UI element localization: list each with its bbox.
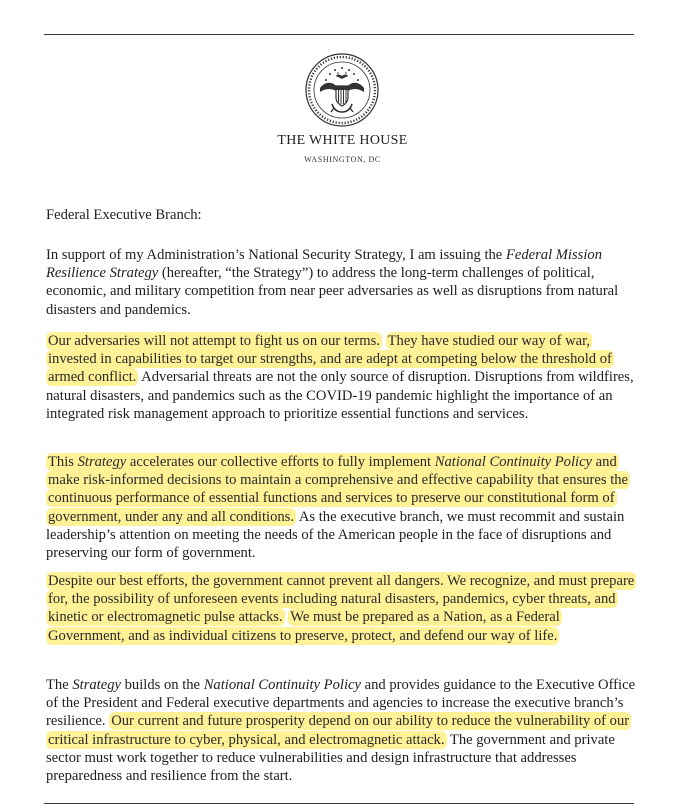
highlight-4b: We must be prepared as a Nation, as a Federal Government, and as individual citizens to preserve, protect, and defend our way of life. — [48, 609, 560, 644]
highlight-5: Our current and future prosperity depend on our ability to reduce the vulnerability of our critical infrastructure to cyber, physical, and electromagnetic attack. — [48, 713, 630, 748]
policy-emphasis-2: National Continuity Policy — [203, 677, 361, 693]
paragraph-2-text: Adversarial threats are not the only source of disruption. Disruptions from wildfires, natural disasters, and pandemics such as the COVID-19 pandemic highlight the importance of an integrated risk management approach to prioritize essential functions and services. — [46, 369, 634, 422]
bottom-rule — [44, 803, 634, 804]
paragraph-5-text-rest: The government and private sector must work together to reduce vulnerabilities and design infrastructure that addresses preparedness and resilience from the start. — [46, 731, 615, 785]
highlight-2b: They have studied our way of war, invested in capabilities to target our strengths, and are adept at competing below the threshold of armed conflict. — [48, 333, 612, 386]
paragraph-5-text-e: and provides guidance to the Executive Office of the President and Federal executive departments and agencies to increase the executive branch’s resilience. — [46, 677, 636, 730]
policy-emphasis: National Continuity Policy — [434, 454, 593, 470]
top-rule — [44, 34, 634, 35]
paragraph-3-text-c: accelerates our collective efforts to fully implement — [126, 454, 435, 470]
paragraph-4 — [46, 572, 638, 645]
paragraph-2 — [46, 332, 638, 423]
salutation: Federal Executive Branch: — [46, 207, 202, 223]
paragraph-1-text-a: In support of my Administration’s National Security Strategy, I am issuing the — [46, 247, 506, 263]
letterhead-location: WASHINGTON, DC — [304, 155, 381, 164]
paragraph-1-text-c: (hereafter, “the Strategy”) to address the long-term challenges of political, economic, and military competition from near peer adversaries as well as disruptions from natural disasters and pandemics. — [46, 265, 619, 318]
paragraph-5 — [46, 676, 638, 785]
strategy-title-emphasis: Federal Mission Resilience Strategy — [46, 247, 602, 282]
paragraph-1 — [46, 246, 638, 319]
paragraph-3-text-rest: As the executive branch, we must recommit and sustain leadership’s attention on meeting the needs of the American people in the face of disruptions and preserving our form of government. — [46, 508, 625, 562]
paragraph-3-text-a: This — [48, 454, 78, 470]
highlight-4a: Despite our best efforts, the government cannot prevent all dangers. We recognize, and must prepare for, the possibility of unforeseen events including natural disasters, pandemics, cyber threats, and kinetic or electromagnetic pulse attacks. — [48, 573, 635, 626]
letterhead-title: THE WHITE HOUSE — [277, 133, 408, 148]
paragraph-5-text-a: The — [46, 677, 73, 693]
paragraph-3-text-e: and make risk-informed decisions to maintain a comprehensive and effective capability that ensures the continuous performance of essential functions and services to preserve our constitutional form of government, under any and all conditions. — [48, 454, 629, 525]
paragraph-5-text-c: builds on the — [120, 677, 204, 693]
strategy-emphasis-2: Strategy — [72, 677, 121, 693]
paragraph-3 — [46, 453, 638, 562]
highlight-2a: Our adversaries will not attempt to fight us on our terms. — [48, 333, 380, 349]
strategy-emphasis: Strategy — [77, 454, 127, 470]
presidential-seal-icon — [304, 52, 380, 128]
